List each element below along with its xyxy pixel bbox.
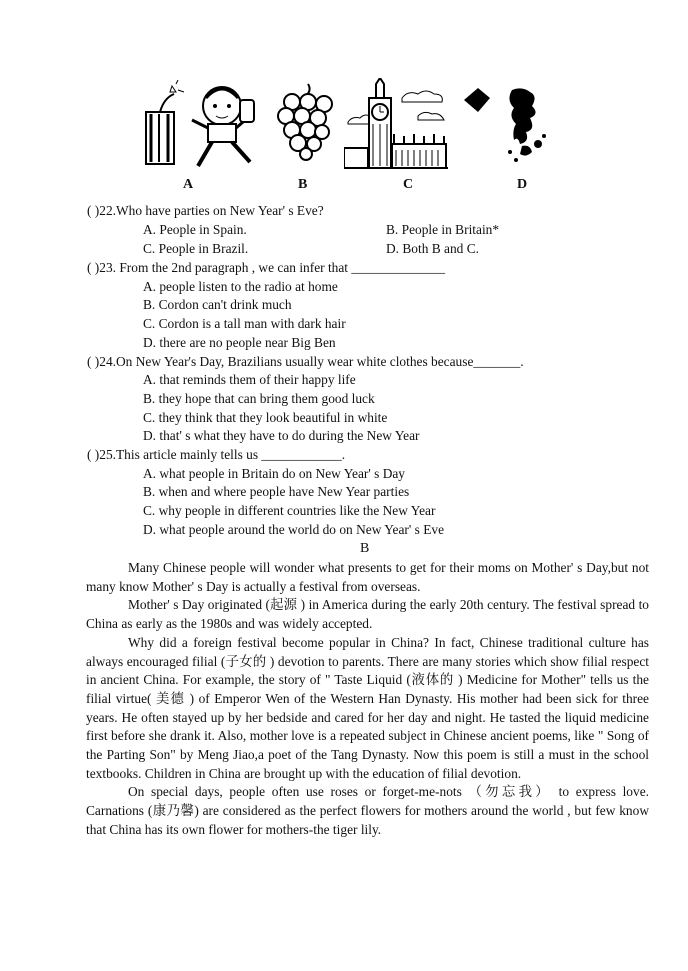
question-25-option-c: C. why people in different countries like the New Year bbox=[143, 503, 436, 518]
question-24-option-a: A. that reminds them of their happy life bbox=[143, 372, 356, 387]
section-b-passage bbox=[86, 559, 649, 840]
question-22-option-d: D. Both B and C. bbox=[386, 241, 479, 256]
firecracker-boy-icon bbox=[142, 80, 258, 170]
question-24-option-c: C. they think that they look beautiful in white bbox=[143, 410, 388, 425]
question-24-option-b: B. they hope that can bring them good luck bbox=[143, 391, 375, 406]
passage-paragraph-4: On special days, people often use roses or forget-me-nots （勿忘我） to express love. Carnations (康乃馨) are considered as the perfect flowers for mothers around the world , but few know that China has its own flower for mothers-the tiger lily. bbox=[86, 784, 649, 837]
question-23-stem: ( )23. From the 2nd paragraph , we can infer that ______________ bbox=[87, 260, 446, 275]
question-23-option-d: D. there are no people near Big Ben bbox=[143, 335, 336, 350]
passage-paragraph-2: Mother' s Day originated (起源 ) in America during the early 20th century. The festival spread to China as early as the 1980s and was widely accepted. bbox=[86, 597, 649, 632]
picture-strip bbox=[0, 72, 688, 200]
picture-label-d: D bbox=[517, 177, 528, 192]
question-22-option-a: A. People in Spain. bbox=[143, 222, 247, 237]
picture-label-b: B bbox=[298, 177, 308, 192]
question-23-option-c: C. Cordon is a tall man with dark hair bbox=[143, 316, 346, 331]
question-23-option-a: A. people listen to the radio at home bbox=[143, 279, 338, 294]
section-b-heading: B bbox=[360, 541, 370, 556]
question-25-stem: ( )25.This article mainly tells us ____________. bbox=[87, 447, 346, 462]
picture-label-c: C bbox=[403, 177, 414, 192]
question-25-option-d: D. what people around the world do on New Year' s Eve bbox=[143, 522, 445, 537]
question-25-option-b: B. when and where people have New Year parties bbox=[143, 484, 410, 499]
passage-paragraph-1: Many Chinese people will wonder what presents to get for their moms on Mother' s Day,but not many know Mother' s Day is actually a festival from overseas. bbox=[86, 560, 649, 594]
question-23-option-b: B. Cordon can't drink much bbox=[143, 297, 292, 312]
question-22-stem: ( )22.Who have parties on New Year' s Eve? bbox=[87, 203, 324, 218]
question-24-option-d: D. that' s what they have to do during the New Year bbox=[143, 428, 420, 443]
question-22-option-b: B. People in Britain* bbox=[386, 222, 500, 237]
picture-label-a: A bbox=[183, 177, 194, 192]
passage-paragraph-3: Why did a foreign festival become popular in China? In fact, Chinese traditional culture has always encouraged filial (子女的 ) devotion to parents. There are many stories which show filial respect in ancient China. For example, the story of " Taste Liquid (液体的 ) Medicine for Mother" tells us the filial virtue( 美德 ) of Emperor Wen of the Western Han Dynasty. His mother had been sick for three years. He often stayed up by her bedside and cared for her day and night. He tasted the liquid medicine first before she drank it. Also, mother love is a repeated subject in Chinese ancient poems, like " Song of the Parting Son" by Meng Jiao,a poet of the Tang Dynasty. Now this poem is still a must in the school textbooks. Children in China are brought up with the education of filial devotion. bbox=[86, 634, 649, 781]
question-24-stem: ( )24.On New Year's Day, Brazilians usually wear white clothes because_______. bbox=[87, 354, 524, 369]
big-ben-icon bbox=[344, 78, 448, 174]
ink-splash-icon bbox=[460, 86, 550, 166]
grapes-icon bbox=[272, 82, 340, 162]
question-22-option-c: C. People in Brazil. bbox=[143, 241, 249, 256]
question-25-option-a: A. what people in Britain do on New Year' s Day bbox=[143, 466, 405, 481]
